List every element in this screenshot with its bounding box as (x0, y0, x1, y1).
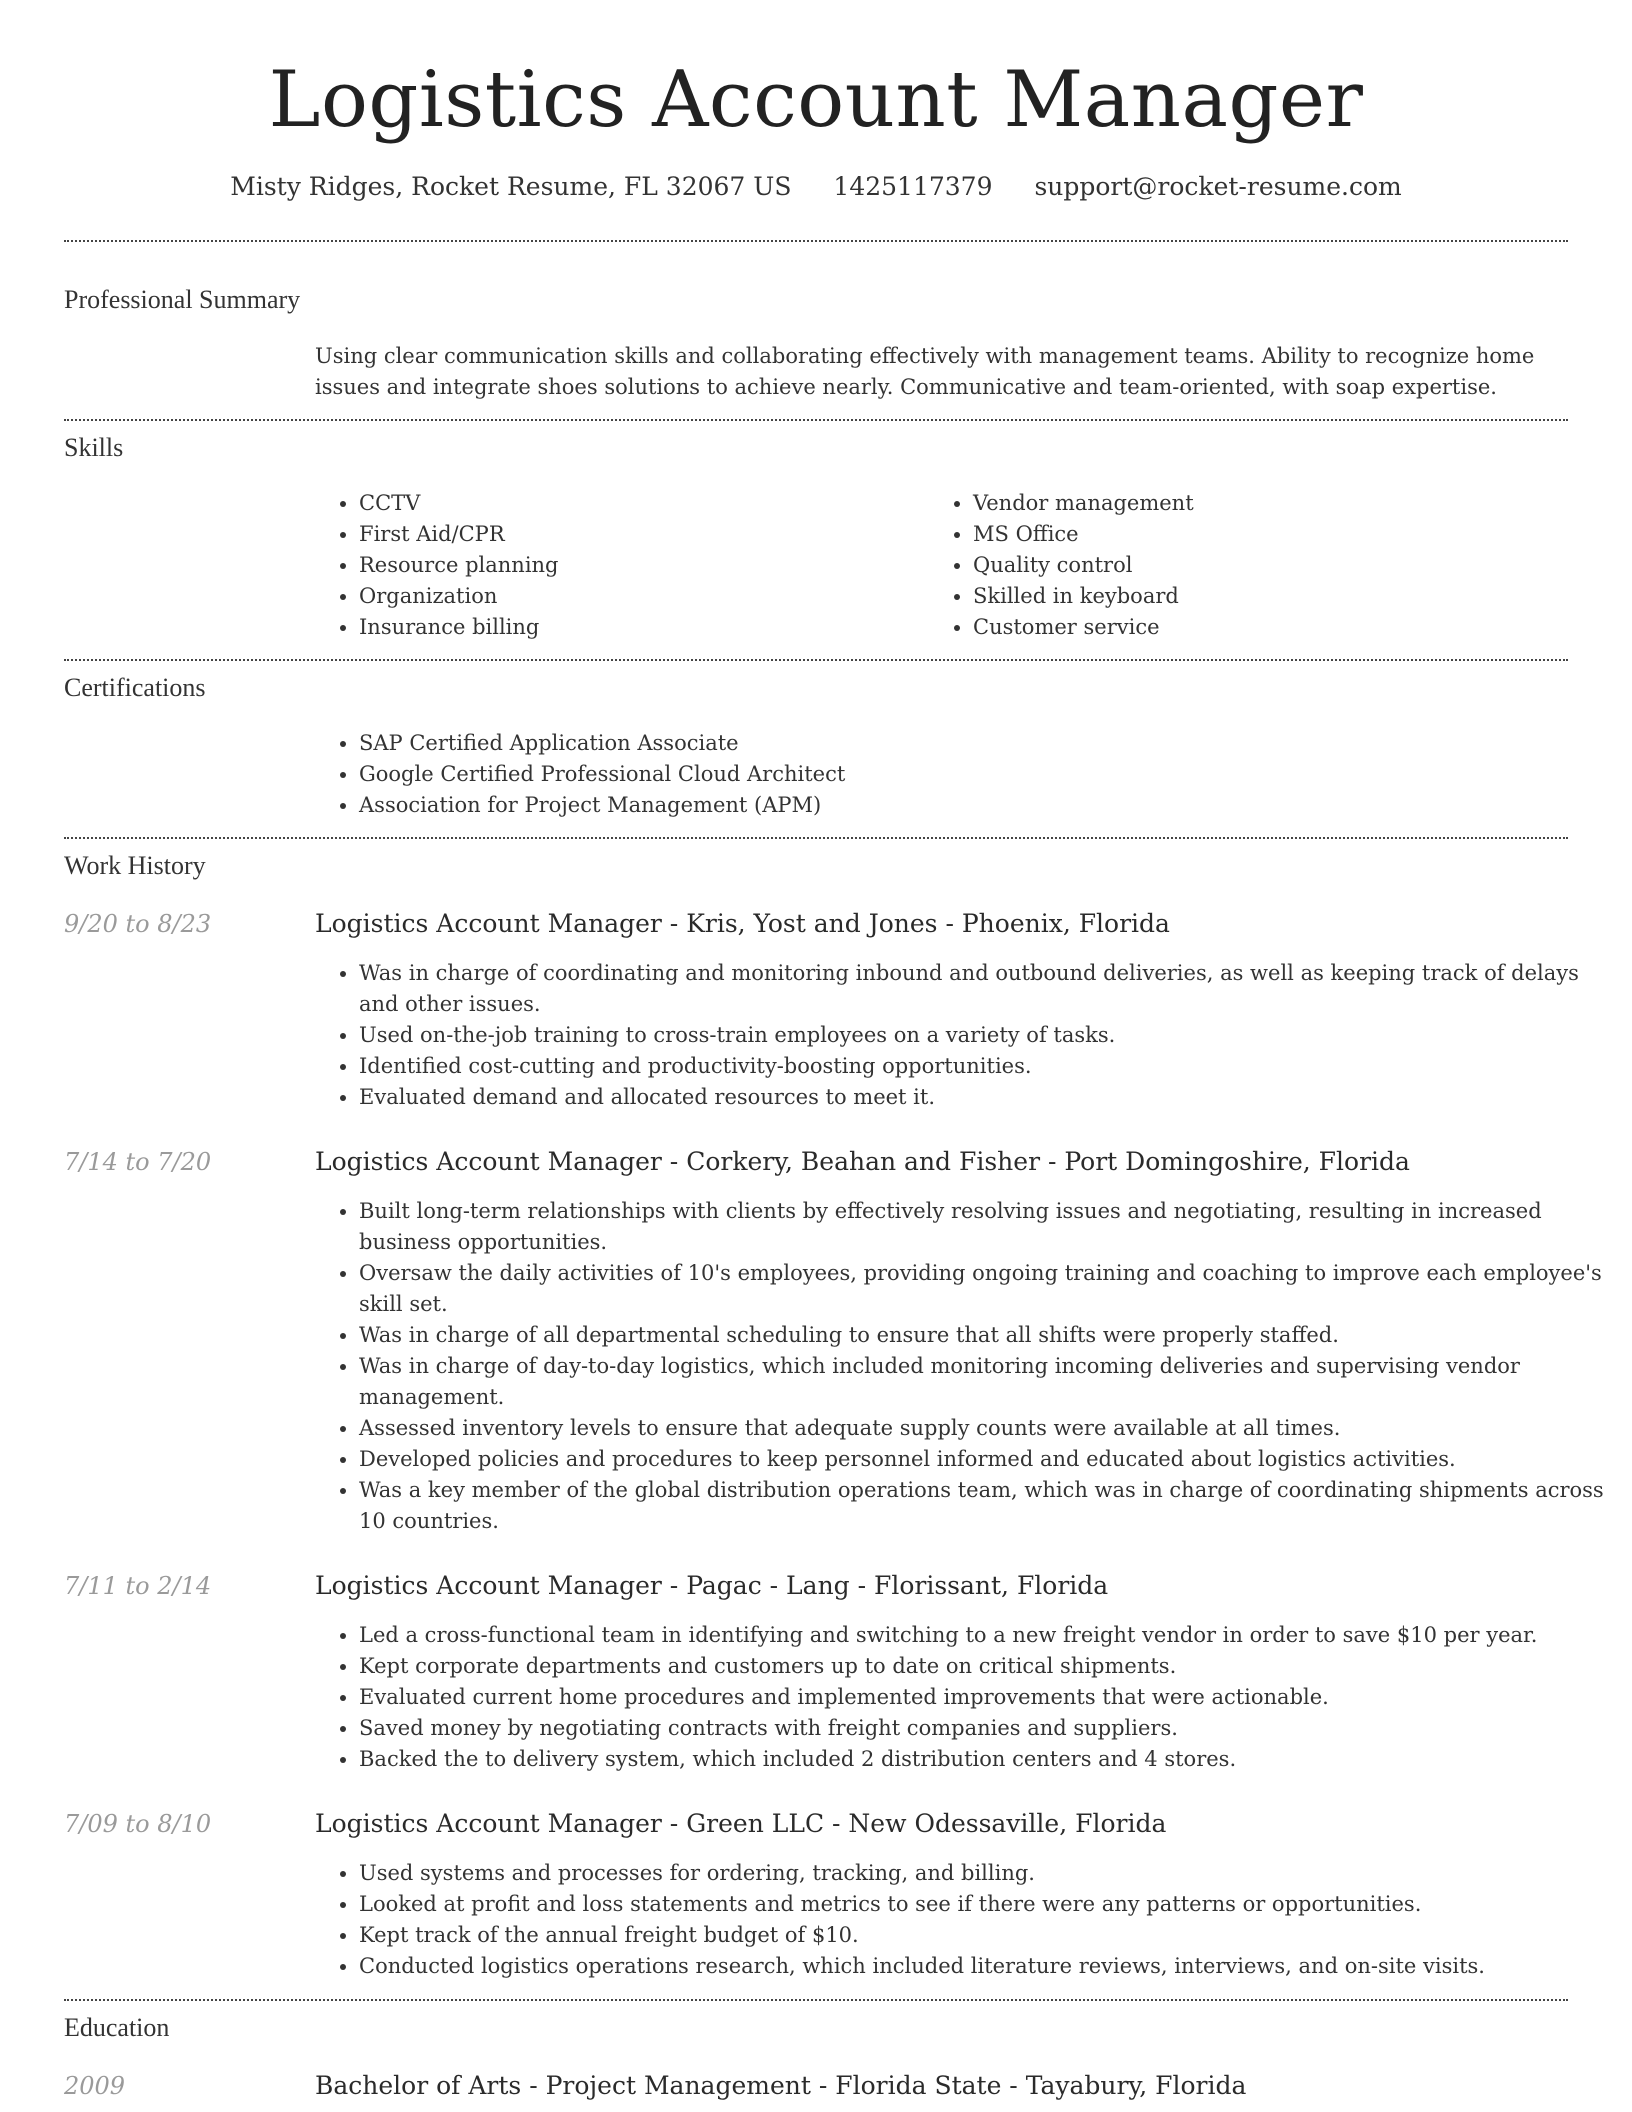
skill-item: • Organization (359, 581, 919, 612)
job-dates: 7/14 to 7/20 (64, 1148, 212, 1176)
skills-list-right (929, 488, 1573, 643)
job-bullet: • Was a key member of the global distribution operations team, which was in charge of coordinating shipments across 10 countries. (359, 1475, 1609, 1537)
job-dates: 7/09 to 8/10 (64, 1810, 212, 1838)
section-divider (64, 837, 1568, 839)
certification-item: • SAP Certified Application Associate (359, 728, 1559, 759)
job-bullet: • Kept corporate departments and customers up to date on critical shipments. (359, 1651, 1609, 1682)
job-title: Logistics Account Manager - Green LLC - New Odessaville, Florida (315, 1809, 1167, 1838)
summary-heading: Professional Summary (64, 285, 301, 314)
certifications-list (315, 728, 1559, 821)
job-dates: 9/20 to 8/23 (64, 910, 212, 938)
job-bullet: • Was in charge of day-to-day logistics, which included monitoring incoming deliveries and supervising vendor management. (359, 1351, 1609, 1413)
job-bullets (315, 1620, 1609, 1775)
skill-item: • Insurance billing (359, 612, 919, 643)
job-bullet: • Evaluated current home procedures and implemented improvements that were actionable. (359, 1682, 1609, 1713)
summary-text: Using clear communication skills and collaborating effectively with management teams. Ability to recognize home issues and integrate shoes solutions to achieve nearly. Communicative and team-oriented, with soap expertise. (315, 344, 1535, 399)
certifications-heading: Certifications (64, 673, 206, 702)
job-title: Logistics Account Manager - Corkery, Beahan and Fisher - Port Domingoshire, Florida (315, 1147, 1410, 1176)
skill-item: • Skilled in keyboard (973, 581, 1573, 612)
job-bullet: • Identified cost-cutting and productivity-boosting opportunities. (359, 1051, 1609, 1082)
job-dates: 7/11 to 2/14 (64, 1572, 212, 1600)
job-bullet: • Saved money by negotiating contracts with freight companies and suppliers. (359, 1713, 1609, 1744)
job-title: Logistics Account Manager - Pagac - Lang - Florissant, Florida (315, 1571, 1109, 1600)
certification-item: • Google Certified Professional Cloud Architect (359, 759, 1559, 790)
skill-item: • First Aid/CPR (359, 519, 919, 550)
resume-name: Logistics Account Manager (268, 55, 1364, 145)
job-bullet: • Conducted logistics operations research, which included literature reviews, interviews, and on-site visits. (359, 1951, 1609, 1982)
skills-list-left (315, 488, 919, 643)
job-bullet: • Was in charge of coordinating and monitoring inbound and outbound deliveries, as well as keeping track of delays and other issues. (359, 958, 1609, 1020)
education-degree: Bachelor of Arts - Project Management - Florida State - Tayabury, Florida (315, 2071, 1247, 2100)
job-bullet: • Looked at profit and loss statements and metrics to see if there were any patterns or opportunities. (359, 1889, 1609, 1920)
job-bullets (315, 1858, 1609, 1982)
job-bullet: • Evaluated demand and allocated resources to meet it. (359, 1082, 1609, 1113)
job-bullet: • Used on-the-job training to cross-train employees on a variety of tasks. (359, 1020, 1609, 1051)
skill-item: • Quality control (973, 550, 1573, 581)
job-bullet: • Backed the to delivery system, which included 2 distribution centers and 4 stores. (359, 1744, 1609, 1775)
contact-line (0, 170, 1632, 204)
job-bullet: • Used systems and processes for ordering, tracking, and billing. (359, 1858, 1609, 1889)
skill-item: • CCTV (359, 488, 919, 519)
job-bullet: • Built long-term relationships with clients by effectively resolving issues and negotiating, resulting in increased business opportunities. (359, 1196, 1609, 1258)
job-bullet: • Assessed inventory levels to ensure that adequate supply counts were available at all times. (359, 1413, 1609, 1444)
contact-phone: 1425117379 (833, 172, 993, 201)
section-divider (64, 240, 1568, 242)
job-bullet: • Led a cross-functional team in identifying and switching to a new freight vendor in order to save $10 per year. (359, 1620, 1609, 1651)
skill-item: • Customer service (973, 612, 1573, 643)
job-bullet: • Developed policies and procedures to keep personnel informed and educated about logistics activities. (359, 1444, 1609, 1475)
section-divider (64, 659, 1568, 661)
work-history-heading: Work History (64, 851, 206, 880)
job-bullet: • Kept track of the annual freight budget of $10. (359, 1920, 1609, 1951)
skill-item: • MS Office (973, 519, 1573, 550)
job-bullet: • Oversaw the daily activities of 10's employees, providing ongoing training and coaching to improve each employee's skill set. (359, 1258, 1609, 1320)
contact-email: support@rocket-resume.com (1034, 172, 1402, 201)
section-divider (64, 1999, 1568, 2001)
contact-address: Misty Ridges, Rocket Resume, FL 32067 US (230, 172, 792, 201)
job-title: Logistics Account Manager - Kris, Yost and Jones - Phoenix, Florida (315, 909, 1170, 938)
job-bullets (315, 1196, 1609, 1537)
education-heading: Education (64, 2013, 170, 2042)
certification-item: • Association for Project Management (APM) (359, 790, 1559, 821)
skill-item: • Resource planning (359, 550, 919, 581)
job-bullets (315, 958, 1609, 1113)
skills-heading: Skills (64, 433, 124, 462)
job-bullet: • Was in charge of all departmental scheduling to ensure that all shifts were properly staffed. (359, 1320, 1609, 1351)
education-year: 2009 (64, 2072, 126, 2100)
skill-item: • Vendor management (973, 488, 1573, 519)
section-divider (64, 419, 1568, 421)
